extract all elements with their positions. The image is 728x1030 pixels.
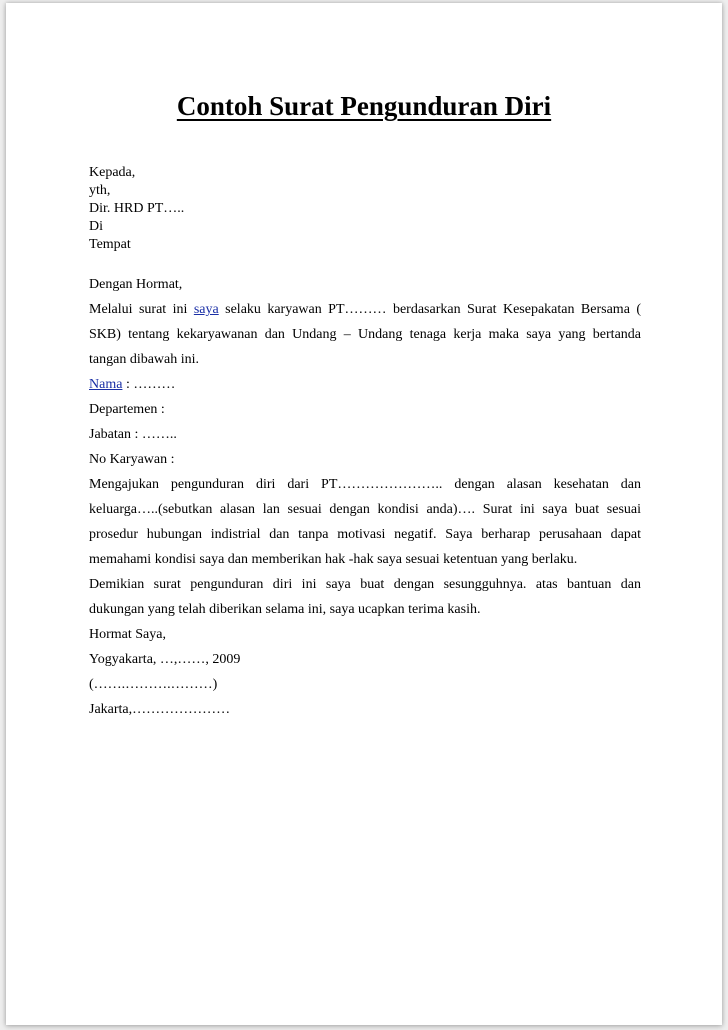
field-jabatan: Jabatan : ……..	[89, 427, 177, 442]
paragraph-line: Mengajukan pengunduran diri dari PT………………….. dengan alasan kesehatan dan	[89, 477, 641, 492]
address-line: yth,	[89, 183, 111, 198]
letter-paragraphs	[89, 272, 641, 722]
document-page	[6, 3, 722, 1025]
paragraph-line: tangan dibawah ini.	[89, 352, 200, 367]
letter-body	[89, 164, 641, 722]
text-fragment: Melalui surat ini	[89, 302, 194, 317]
paragraph-line: prosedur hubungan indistrial dan tanpa motivasi negatif. Saya berharap perusahaan dapat	[89, 527, 641, 542]
field-value: : ………	[122, 377, 176, 392]
closing-place-date: Yogyakarta, …,……, 2009	[89, 652, 241, 667]
address-line: Tempat	[89, 237, 131, 252]
field-nama	[89, 372, 641, 397]
page-title: Contoh Surat Pengunduran Diri	[176, 91, 552, 121]
paragraph-line: keluarga…..(sebutkan alasan lan sesuai dengan kondisi anda)…. Surat ini saya buat sesuai	[89, 502, 641, 517]
greeting: Dengan Hormat,	[89, 277, 183, 292]
address-line: Dir. HRD PT…..	[89, 201, 185, 216]
nama-link[interactable]: Nama	[89, 377, 123, 392]
signature-line: (…….……….………)	[89, 677, 218, 692]
text-fragment: selaku karyawan PT……… berdasarkan Surat Kesepakatan Bersama (	[218, 302, 641, 317]
closing-hormat: Hormat Saya,	[89, 627, 166, 642]
paragraph-line: dukungan yang telah diberikan selama ini, saya ucapkan terima kasih.	[89, 602, 481, 617]
recipient-address	[89, 164, 641, 254]
closing-jakarta: Jakarta,…………………	[89, 702, 231, 717]
paragraph-line: memahami kondisi saya dan memberikan hak -hak saya sesuai ketentuan yang berlaku.	[89, 552, 578, 567]
saya-link[interactable]: saya	[193, 302, 219, 317]
address-line: Di	[89, 219, 103, 234]
paragraph-line	[89, 297, 641, 322]
address-line: Kepada,	[89, 165, 136, 180]
field-no-karyawan: No Karyawan :	[89, 452, 175, 467]
paragraph-line: SKB) tentang kekaryawanan dan Undang – Undang tenaga kerja maka saya yang bertanda	[89, 327, 641, 342]
field-departemen: Departemen :	[89, 402, 165, 417]
paragraph-line: Demikian surat pengunduran diri ini saya buat dengan sesungguhnya. atas bantuan dan	[89, 577, 641, 592]
